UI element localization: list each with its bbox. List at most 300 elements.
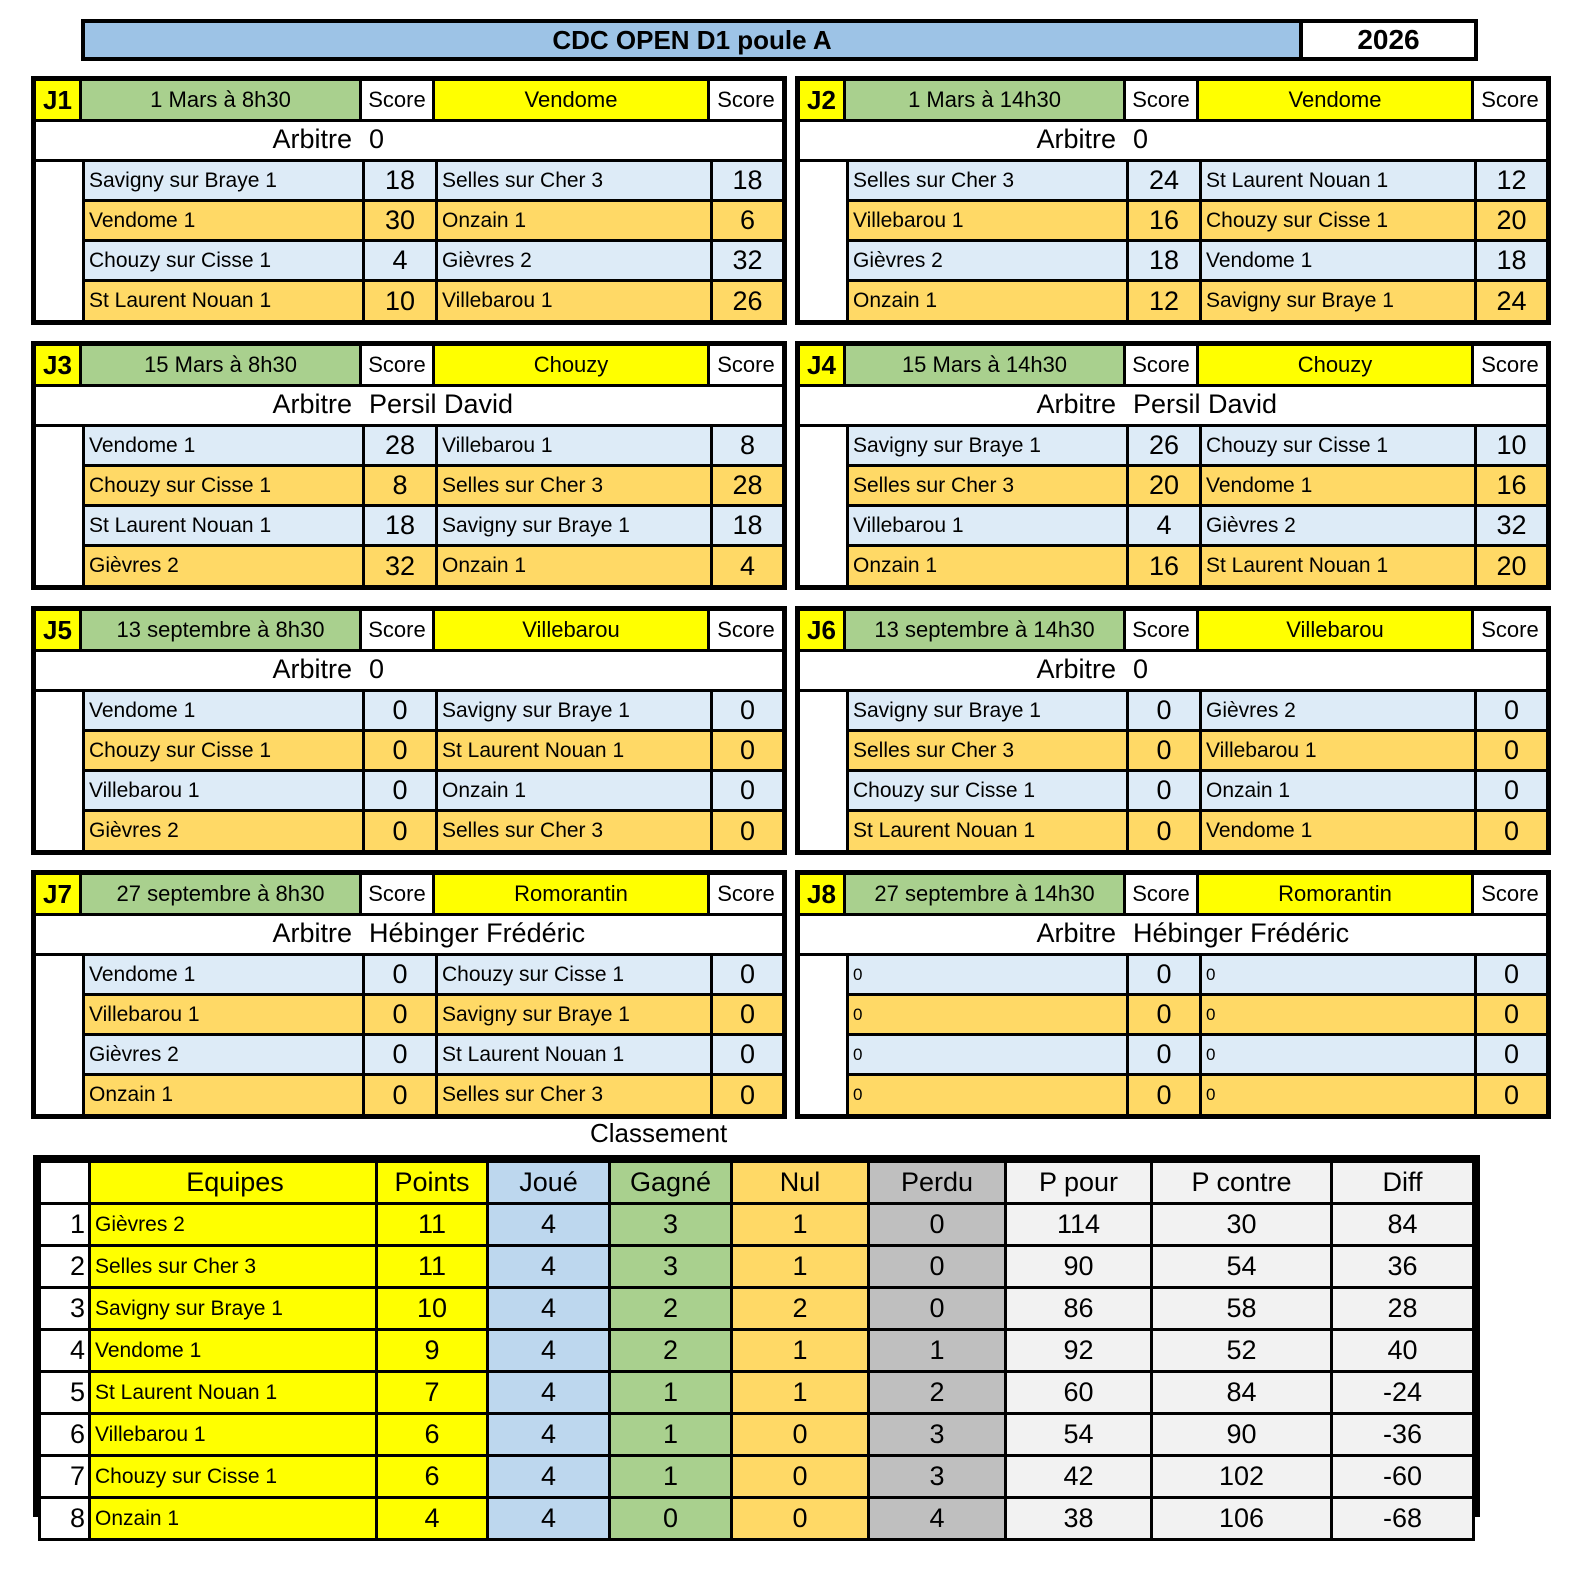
match-row <box>849 242 1546 282</box>
away-team: Vendome 1 <box>1202 242 1477 279</box>
round-venue: Romorantin <box>435 875 710 913</box>
team-lost: 0 <box>869 1204 1006 1246</box>
home-score: 30 <box>365 202 438 239</box>
away-score: 16 <box>1496 470 1527 500</box>
home-score: 0 <box>1129 956 1202 993</box>
round-header <box>36 875 782 916</box>
round-date: 15 Mars à 14h30 <box>846 346 1126 384</box>
home-score: 0 <box>1129 772 1202 809</box>
score-header: Score <box>1126 875 1199 913</box>
away-team: St Laurent Nouan 1 <box>438 1036 713 1073</box>
team-points: 11 <box>377 1204 488 1246</box>
match-row <box>849 956 1546 996</box>
away-score: 6 <box>739 205 756 235</box>
away-score: 8 <box>739 430 756 460</box>
team-name: Onzain 1 <box>90 1498 377 1540</box>
away-team: Onzain 1 <box>1202 772 1477 809</box>
match-row <box>85 507 782 547</box>
team-points: 7 <box>377 1372 488 1414</box>
standings-title: Classement <box>590 1118 728 1148</box>
team-rank: 1 <box>40 1204 90 1246</box>
home-team: Villebarou 1 <box>85 996 365 1033</box>
away-team: 0 <box>1202 1076 1477 1114</box>
team-name: Selles sur Cher 3 <box>90 1246 377 1288</box>
round-header <box>36 346 782 387</box>
team-lost: 0 <box>869 1288 1006 1330</box>
team-points: 4 <box>377 1498 488 1540</box>
referee-name: 0 <box>369 654 385 684</box>
away-team: Savigny sur Braye 1 <box>438 692 713 729</box>
home-score: 0 <box>365 772 438 809</box>
referee-label: Arbitre <box>272 654 352 684</box>
home-team: St Laurent Nouan 1 <box>849 812 1129 850</box>
home-score: 4 <box>1129 507 1202 544</box>
score-header: Score <box>362 81 435 119</box>
round-venue: Vendome <box>1199 81 1474 119</box>
score-header: Score <box>1474 81 1546 119</box>
home-team: Savigny sur Braye 1 <box>85 162 365 199</box>
referee-row <box>36 652 782 692</box>
round-header <box>800 346 1546 387</box>
away-team: Gièvres 2 <box>1202 507 1477 544</box>
team-name: Villebarou 1 <box>90 1414 377 1456</box>
home-score: 0 <box>1129 692 1202 729</box>
away-score: 4 <box>739 550 756 581</box>
header-won: Gagné <box>610 1162 732 1204</box>
round-date: 1 Mars à 14h30 <box>846 81 1126 119</box>
team-points-for: 90 <box>1006 1246 1152 1288</box>
away-score: 18 <box>732 510 763 540</box>
referee-label: Arbitre <box>1036 389 1116 419</box>
team-played: 4 <box>488 1288 610 1330</box>
team-diff: 84 <box>1332 1204 1474 1246</box>
round-header <box>36 611 782 652</box>
match-row <box>849 812 1546 850</box>
home-team: Selles sur Cher 3 <box>849 467 1129 504</box>
team-draw: 0 <box>732 1414 869 1456</box>
team-points-against: 106 <box>1152 1498 1332 1540</box>
away-score: 0 <box>739 735 756 765</box>
away-score: 20 <box>1496 550 1527 581</box>
header-points-for: P pour <box>1006 1162 1152 1204</box>
team-points-for: 86 <box>1006 1288 1152 1330</box>
team-won: 1 <box>610 1414 732 1456</box>
season-year: 2026 <box>1303 19 1478 61</box>
home-score: 12 <box>1129 282 1202 320</box>
score-header: Score <box>710 81 782 119</box>
score-header: Score <box>362 875 435 913</box>
team-played: 4 <box>488 1414 610 1456</box>
home-team: St Laurent Nouan 1 <box>85 507 365 544</box>
team-points: 6 <box>377 1414 488 1456</box>
team-diff: 36 <box>1332 1246 1474 1288</box>
referee-name: 0 <box>1133 124 1149 154</box>
round-date: 27 septembre à 14h30 <box>846 875 1126 913</box>
away-team: Villebarou 1 <box>1202 732 1477 769</box>
match-row <box>849 282 1546 320</box>
round-block <box>795 606 1551 855</box>
team-points: 10 <box>377 1288 488 1330</box>
referee-row <box>36 916 782 956</box>
matches-list <box>846 692 1546 850</box>
home-score: 18 <box>365 507 438 544</box>
home-team: Vendome 1 <box>85 202 365 239</box>
home-score: 0 <box>365 732 438 769</box>
team-diff: -24 <box>1332 1372 1474 1414</box>
away-score: 32 <box>732 245 763 275</box>
match-row <box>85 812 782 850</box>
home-score: 0 <box>1129 1076 1202 1114</box>
home-score: 0 <box>365 812 438 850</box>
score-header: Score <box>1126 611 1199 649</box>
home-score: 28 <box>365 427 438 464</box>
round-venue: Romorantin <box>1199 875 1474 913</box>
team-points-for: 92 <box>1006 1330 1152 1372</box>
away-team: Onzain 1 <box>438 772 713 809</box>
away-score: 26 <box>732 285 763 316</box>
home-score: 24 <box>1129 162 1202 199</box>
team-points-for: 54 <box>1006 1414 1152 1456</box>
match-row <box>849 467 1546 507</box>
team-points-against: 30 <box>1152 1204 1332 1246</box>
match-row <box>849 732 1546 772</box>
away-score: 0 <box>739 999 756 1029</box>
team-diff: -60 <box>1332 1456 1474 1498</box>
score-header: Score <box>710 875 782 913</box>
home-team: Vendome 1 <box>85 956 365 993</box>
round-header <box>36 81 782 122</box>
team-points-for: 42 <box>1006 1456 1152 1498</box>
away-team: Vendome 1 <box>1202 467 1477 504</box>
team-played: 4 <box>488 1246 610 1288</box>
away-team: Savigny sur Braye 1 <box>1202 282 1477 320</box>
team-lost: 2 <box>869 1372 1006 1414</box>
home-score: 0 <box>1129 1036 1202 1073</box>
home-team: Vendome 1 <box>85 427 365 464</box>
matches-list <box>82 692 782 850</box>
round-date: 13 septembre à 14h30 <box>846 611 1126 649</box>
score-header: Score <box>1474 611 1546 649</box>
round-block <box>31 341 787 590</box>
away-score: 0 <box>1503 775 1520 805</box>
away-team: Selles sur Cher 3 <box>438 812 713 850</box>
standings-table <box>33 1155 1480 1533</box>
referee-row <box>36 387 782 427</box>
match-row <box>849 692 1546 732</box>
home-team: Selles sur Cher 3 <box>849 732 1129 769</box>
referee-name: Persil David <box>369 389 514 419</box>
away-team: Gièvres 2 <box>438 242 713 279</box>
home-team: 0 <box>849 956 1129 993</box>
home-team: 0 <box>849 996 1129 1033</box>
round-label: J5 <box>36 611 82 649</box>
team-diff: -36 <box>1332 1414 1474 1456</box>
away-team: Villebarou 1 <box>438 427 713 464</box>
team-draw: 1 <box>732 1330 869 1372</box>
home-score: 20 <box>1129 467 1202 504</box>
away-score: 0 <box>1503 999 1520 1029</box>
away-team: Villebarou 1 <box>438 282 713 320</box>
team-name: St Laurent Nouan 1 <box>90 1372 377 1414</box>
matches-list <box>846 956 1546 1114</box>
home-team: Onzain 1 <box>849 282 1129 320</box>
matches-list <box>82 162 782 320</box>
standings-row <box>40 1204 1474 1246</box>
round-date: 27 septembre à 8h30 <box>82 875 362 913</box>
match-row <box>85 996 782 1036</box>
team-points-against: 102 <box>1152 1456 1332 1498</box>
home-team: Gièvres 2 <box>85 1036 365 1073</box>
round-venue: Vendome <box>435 81 710 119</box>
home-score: 26 <box>1129 427 1202 464</box>
round-header <box>800 875 1546 916</box>
referee-name: Hébinger Frédéric <box>369 918 586 948</box>
referee-row <box>800 122 1546 162</box>
team-rank: 4 <box>40 1330 90 1372</box>
match-row <box>85 282 782 320</box>
team-won: 3 <box>610 1246 732 1288</box>
referee-name: Persil David <box>1133 389 1278 419</box>
team-won: 1 <box>610 1456 732 1498</box>
home-team: Villebarou 1 <box>849 507 1129 544</box>
team-diff: 28 <box>1332 1288 1474 1330</box>
team-rank: 6 <box>40 1414 90 1456</box>
matches-list <box>846 427 1546 585</box>
standings-row <box>40 1414 1474 1456</box>
page-title: CDC OPEN D1 poule A <box>81 19 1303 61</box>
team-played: 4 <box>488 1498 610 1540</box>
standings-row <box>40 1330 1474 1372</box>
team-points: 9 <box>377 1330 488 1372</box>
away-score: 20 <box>1496 205 1527 235</box>
matches-list <box>846 162 1546 320</box>
home-team: Selles sur Cher 3 <box>849 162 1129 199</box>
header-points: Points <box>377 1162 488 1204</box>
home-team: Chouzy sur Cisse 1 <box>85 242 365 279</box>
home-team: 0 <box>849 1076 1129 1114</box>
score-header: Score <box>710 346 782 384</box>
round-block <box>31 606 787 855</box>
score-header: Score <box>710 611 782 649</box>
team-rank: 8 <box>40 1498 90 1540</box>
team-played: 4 <box>488 1456 610 1498</box>
match-row <box>849 772 1546 812</box>
away-team: Chouzy sur Cisse 1 <box>1202 427 1477 464</box>
round-venue: Chouzy <box>1199 346 1474 384</box>
team-lost: 0 <box>869 1246 1006 1288</box>
team-rank: 5 <box>40 1372 90 1414</box>
team-name: Vendome 1 <box>90 1330 377 1372</box>
home-score: 0 <box>365 996 438 1033</box>
home-score: 16 <box>1129 202 1202 239</box>
home-score: 0 <box>365 1036 438 1073</box>
standings-row <box>40 1372 1474 1414</box>
standings-row <box>40 1288 1474 1330</box>
team-draw: 0 <box>732 1498 869 1540</box>
match-row <box>849 996 1546 1036</box>
home-team: Gièvres 2 <box>85 812 365 850</box>
match-row <box>85 1036 782 1076</box>
match-row <box>849 1036 1546 1076</box>
team-rank: 7 <box>40 1456 90 1498</box>
away-score: 32 <box>1496 510 1527 540</box>
header-played: Joué <box>488 1162 610 1204</box>
home-team: Chouzy sur Cisse 1 <box>85 467 365 504</box>
team-won: 2 <box>610 1330 732 1372</box>
team-draw: 2 <box>732 1288 869 1330</box>
team-won: 1 <box>610 1372 732 1414</box>
team-rank: 3 <box>40 1288 90 1330</box>
team-played: 4 <box>488 1204 610 1246</box>
team-draw: 1 <box>732 1372 869 1414</box>
match-row <box>85 467 782 507</box>
rank-header <box>40 1162 90 1204</box>
team-points-against: 52 <box>1152 1330 1332 1372</box>
away-team: Onzain 1 <box>438 547 713 585</box>
away-score: 0 <box>739 695 756 725</box>
home-score: 8 <box>365 467 438 504</box>
home-team: Onzain 1 <box>849 547 1129 585</box>
referee-label: Arbitre <box>272 124 352 154</box>
home-score: 0 <box>365 692 438 729</box>
away-team: Chouzy sur Cisse 1 <box>1202 202 1477 239</box>
round-date: 1 Mars à 8h30 <box>82 81 362 119</box>
match-row <box>85 547 782 585</box>
header-diff: Diff <box>1332 1162 1474 1204</box>
match-row <box>849 427 1546 467</box>
away-score: 0 <box>739 815 756 846</box>
away-score: 0 <box>1503 815 1520 846</box>
away-team: St Laurent Nouan 1 <box>1202 547 1477 585</box>
away-score: 28 <box>732 470 763 500</box>
away-team: St Laurent Nouan 1 <box>1202 162 1477 199</box>
referee-label: Arbitre <box>272 918 352 948</box>
away-score: 0 <box>1503 1039 1520 1069</box>
round-label: J6 <box>800 611 846 649</box>
match-row <box>85 732 782 772</box>
round-header <box>800 611 1546 652</box>
away-team: Selles sur Cher 3 <box>438 467 713 504</box>
home-team: Savigny sur Braye 1 <box>849 692 1129 729</box>
home-team: Villebarou 1 <box>85 772 365 809</box>
home-score: 0 <box>1129 996 1202 1033</box>
team-points: 6 <box>377 1456 488 1498</box>
away-score: 24 <box>1496 285 1527 316</box>
referee-row <box>800 387 1546 427</box>
home-team: Villebarou 1 <box>849 202 1129 239</box>
match-row <box>85 1076 782 1114</box>
round-label: J8 <box>800 875 846 913</box>
match-row <box>849 547 1546 585</box>
match-row <box>849 1076 1546 1114</box>
away-score: 18 <box>1496 245 1527 275</box>
home-team: Gièvres 2 <box>849 242 1129 279</box>
round-date: 13 septembre à 8h30 <box>82 611 362 649</box>
home-team: 0 <box>849 1036 1129 1073</box>
away-team: Selles sur Cher 3 <box>438 1076 713 1114</box>
referee-label: Arbitre <box>1036 124 1116 154</box>
team-points-for: 38 <box>1006 1498 1152 1540</box>
round-label: J2 <box>800 81 846 119</box>
team-points-against: 84 <box>1152 1372 1332 1414</box>
match-row <box>85 692 782 732</box>
match-row <box>85 772 782 812</box>
referee-row <box>800 652 1546 692</box>
away-score: 0 <box>739 959 756 989</box>
away-team: Selles sur Cher 3 <box>438 162 713 199</box>
header-draw: Nul <box>732 1162 869 1204</box>
round-block <box>795 870 1551 1119</box>
team-lost: 4 <box>869 1498 1006 1540</box>
away-score: 0 <box>739 1079 756 1110</box>
team-diff: 40 <box>1332 1330 1474 1372</box>
round-block <box>795 341 1551 590</box>
round-venue: Villebarou <box>435 611 710 649</box>
team-rank: 2 <box>40 1246 90 1288</box>
team-name: Savigny sur Braye 1 <box>90 1288 377 1330</box>
away-team: 0 <box>1202 1036 1477 1073</box>
round-label: J7 <box>36 875 82 913</box>
home-team: St Laurent Nouan 1 <box>85 282 365 320</box>
home-team: Gièvres 2 <box>85 547 365 585</box>
away-team: Gièvres 2 <box>1202 692 1477 729</box>
team-points: 11 <box>377 1246 488 1288</box>
away-score: 10 <box>1496 430 1527 460</box>
round-block <box>31 870 787 1119</box>
round-label: J4 <box>800 346 846 384</box>
referee-label: Arbitre <box>272 389 352 419</box>
score-header: Score <box>1474 346 1546 384</box>
standings-row <box>40 1456 1474 1498</box>
matches-list <box>82 956 782 1114</box>
referee-name: Hébinger Frédéric <box>1133 918 1350 948</box>
team-won: 2 <box>610 1288 732 1330</box>
team-name: Gièvres 2 <box>90 1204 377 1246</box>
home-score: 4 <box>365 242 438 279</box>
round-venue: Chouzy <box>435 346 710 384</box>
match-row <box>85 162 782 202</box>
team-points-for: 60 <box>1006 1372 1152 1414</box>
away-score: 0 <box>1503 735 1520 765</box>
away-team: Savigny sur Braye 1 <box>438 507 713 544</box>
away-score: 0 <box>1503 1079 1520 1110</box>
away-team: Vendome 1 <box>1202 812 1477 850</box>
team-points-for: 114 <box>1006 1204 1152 1246</box>
round-venue: Villebarou <box>1199 611 1474 649</box>
match-row <box>849 202 1546 242</box>
header-lost: Perdu <box>869 1162 1006 1204</box>
match-row <box>849 507 1546 547</box>
referee-name: 0 <box>1133 654 1149 684</box>
away-score: 12 <box>1496 165 1527 195</box>
home-score: 0 <box>365 956 438 993</box>
referee-row <box>36 122 782 162</box>
team-name: Chouzy sur Cisse 1 <box>90 1456 377 1498</box>
standings-row <box>40 1498 1474 1540</box>
team-points-against: 58 <box>1152 1288 1332 1330</box>
team-lost: 1 <box>869 1330 1006 1372</box>
match-row <box>849 162 1546 202</box>
team-lost: 3 <box>869 1456 1006 1498</box>
team-points-against: 90 <box>1152 1414 1332 1456</box>
home-team: Savigny sur Braye 1 <box>849 427 1129 464</box>
score-header: Score <box>362 611 435 649</box>
header-points-against: P contre <box>1152 1162 1332 1204</box>
away-score: 0 <box>739 1039 756 1069</box>
team-won: 0 <box>610 1498 732 1540</box>
home-team: Chouzy sur Cisse 1 <box>85 732 365 769</box>
referee-label: Arbitre <box>1036 654 1116 684</box>
